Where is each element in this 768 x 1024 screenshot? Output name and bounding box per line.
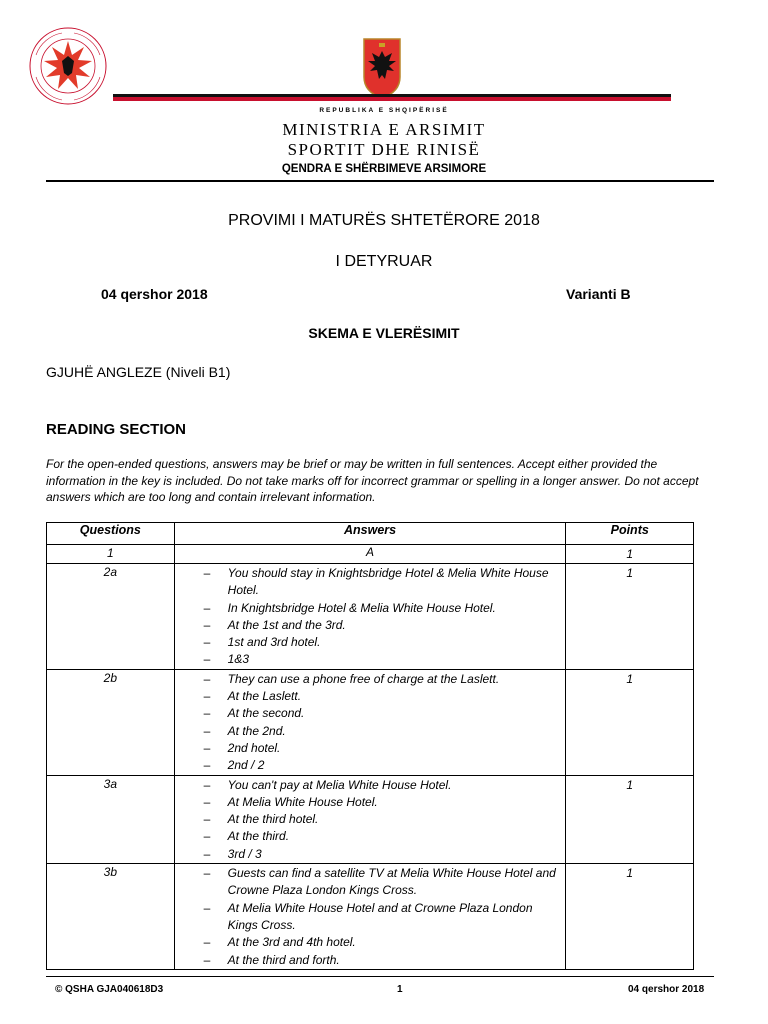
table-header-row: [47, 523, 694, 545]
question-number: 2b: [47, 669, 175, 775]
points-value: 1: [566, 545, 694, 564]
answers-cell: [174, 864, 566, 970]
table-body: [47, 545, 694, 970]
exam-variant: Varianti B: [566, 286, 631, 302]
coat-of-arms-emblem: [362, 37, 402, 99]
answer-item: – 2nd / 2: [175, 757, 566, 774]
points-value: 1: [566, 864, 694, 970]
exam-title: PROVIMI I MATURËS SHTETËRORE 2018: [228, 212, 540, 229]
question-number: 2a: [47, 564, 175, 670]
republic-label: REPUBLIKA E SHQIPËRISË: [319, 107, 449, 114]
header-points: Points: [566, 523, 694, 545]
footer-date: 04 qershor 2018: [628, 984, 705, 995]
table-row: [47, 864, 694, 970]
answer-item: – In Knightsbridge Hotel & Melia White House Hotel.: [175, 600, 566, 617]
footer-code: © QSHA GJA040618D3: [55, 984, 164, 995]
answers-cell: [174, 775, 566, 863]
anniversary-seal-logo: [22, 25, 114, 107]
scheme-title: SKEMA E VLERËSIMIT: [308, 325, 460, 341]
answer-list: [175, 864, 566, 969]
points-value: 1: [566, 564, 694, 670]
answer-item: – At the Laslett.: [175, 688, 566, 705]
answer-item: – At the 3rd and 4th hotel.: [175, 934, 566, 951]
points-value: 1: [566, 669, 694, 775]
answer-item: – At the 1st and the 3rd.: [175, 617, 566, 634]
question-number: 3b: [47, 864, 175, 970]
table-row: [47, 545, 694, 564]
question-number: 1: [47, 545, 175, 564]
exam-subject: GJUHË ANGLEZE (Niveli B1): [46, 364, 231, 380]
table-row: [47, 564, 694, 670]
answer-item: – 3rd / 3: [175, 846, 566, 863]
answers-cell: A: [174, 545, 566, 564]
answers-cell: [174, 669, 566, 775]
answer-item: – Guests can find a satellite TV at Melia White House Hotel and Crowne Plaza London Kings Cross.: [175, 865, 566, 900]
header-questions: Questions: [47, 523, 175, 545]
answer-item: – At the third and forth.: [175, 952, 566, 969]
section-title: READING SECTION: [46, 421, 187, 438]
answer-item: – At the third.: [175, 828, 566, 845]
header-answers: Answers: [174, 523, 566, 545]
answer-item: – At the 2nd.: [175, 723, 566, 740]
answer-item: – At the third hotel.: [175, 811, 566, 828]
footer-divider: [46, 976, 714, 977]
answer-item: – 1st and 3rd hotel.: [175, 634, 566, 651]
answer-item: – They can use a phone free of charge at the Laslett.: [175, 671, 566, 688]
answer-list: [175, 776, 566, 863]
answer-item: – At Melia White House Hotel and at Crowne Plaza London Kings Cross.: [175, 900, 566, 935]
answer-item: – At Melia White House Hotel.: [175, 794, 566, 811]
answers-cell: [174, 564, 566, 670]
header-divider: [46, 180, 714, 182]
footer-page-number: 1: [397, 984, 403, 995]
answer-list: [175, 670, 566, 775]
ministry-name-line1: MINISTRIA E ARSIMIT: [282, 120, 486, 139]
answer-item: – You should stay in Knightsbridge Hotel & Melia White House Hotel.: [175, 565, 566, 600]
points-value: 1: [566, 775, 694, 863]
header-red-bar: [113, 97, 671, 101]
exam-date: 04 qershor 2018: [101, 286, 208, 302]
answer-item: – 2nd hotel.: [175, 740, 566, 757]
center-name: QENDRA E SHËRBIMEVE ARSIMORE: [281, 163, 487, 175]
table-row: [47, 775, 694, 863]
answer-item: – 1&3: [175, 651, 566, 668]
exam-type: I DETYRUAR: [335, 253, 433, 270]
answer-item: – At the second.: [175, 705, 566, 722]
question-number: 3a: [47, 775, 175, 863]
ministry-name-line2: SPORTIT DHE RINISË: [287, 140, 481, 159]
table-row: [47, 669, 694, 775]
section-instructions: For the open-ended questions, answers may be brief or may be written in full sentences. Accept either provided the information in the key is included. Do not take marks off for incorrect grammar or spelling in a longer answer. Do not accept answers which are too long and contain irrelevant information.: [46, 457, 699, 504]
answer-item: – You can't pay at Melia White House Hotel.: [175, 777, 566, 794]
answer-key-table: [46, 522, 694, 970]
answer-list: [175, 564, 566, 669]
